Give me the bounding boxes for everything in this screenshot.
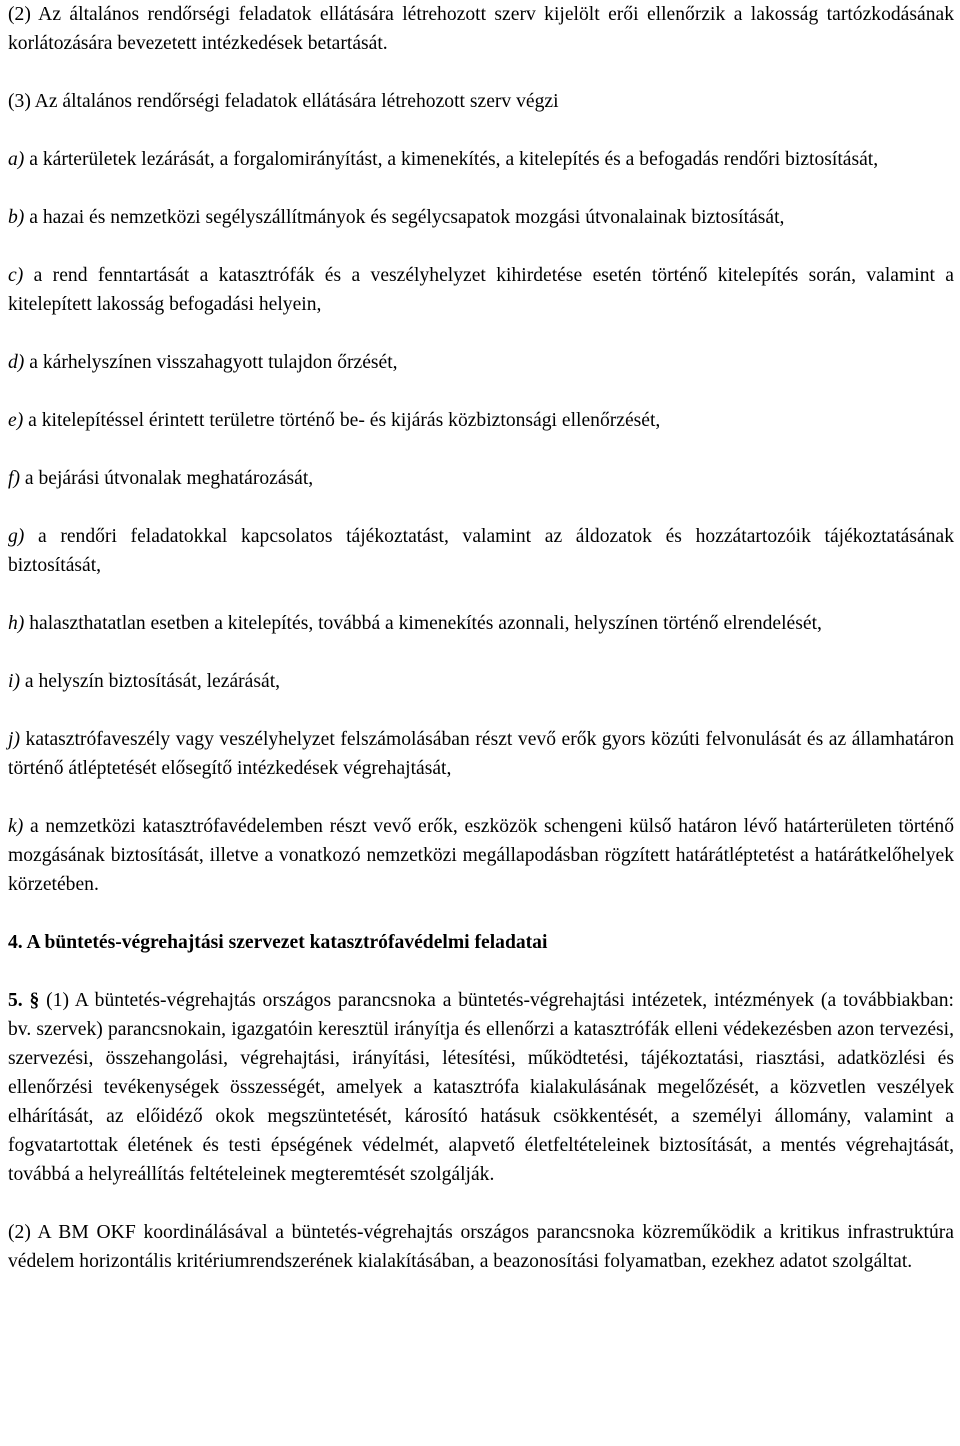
point-letter: h) xyxy=(8,613,25,634)
point-letter: k) xyxy=(8,816,24,837)
point-text: katasztrófaveszély vagy veszélyhelyzet felszámolásában részt vevő erők gyors közúti felvonulását és az államhatáron történő átléptetését elősegítő intézkedések végrehajtását, xyxy=(8,729,954,779)
section-5-paragraph-1-text: (1) A büntetés-végrehajtás országos parancsnoka a büntetés-végrehajtási intézetek, intézmények (a továbbiakban: bv. szervek) parancsnokain, igazgatóin keresztül irányítja és ellenőrzi a katasztrófák elleni védekezésben azon tervezési, szervezési, összehangolási, végrehajtási, irányítási, létesítési, működtetési, tájékoztatási, riasztási, adatközlési és ellenőrzési tevékenységek összességét, amelyek a katasztrófa kialakulásának megelőzését, a közvetlen veszélyek elhárítását, az előidéző okok megszüntetését, károsító hatásuk csökkentését, a személyi állomány, valamint a fogvatartottak életének és testi épségének védelmét, alapvető életfeltételeinek biztosítását, a mentés végrehajtását, továbbá a helyreállítás feltételeinek megteremtését szolgálják. xyxy=(8,990,954,1185)
point-c xyxy=(8,261,954,319)
point-text: a bejárási útvonalak meghatározását, xyxy=(24,468,314,489)
section-number: 5. § xyxy=(8,990,40,1011)
point-i xyxy=(8,667,954,696)
point-k xyxy=(8,812,954,899)
point-letter: a) xyxy=(8,149,25,170)
point-a xyxy=(8,145,954,174)
point-text: a nemzetközi katasztrófavédelemben részt vevő erők, eszközök schengeni külső határon lévő határterületen történő mozgásának biztosítását, illetve a vonatkozó nemzetközi megállapodásban rögzített határátléptetést a határátkelőhelyek körzetében. xyxy=(8,816,954,895)
point-letter: d) xyxy=(8,352,25,373)
point-letter: g) xyxy=(8,526,25,547)
paragraph-2: (2) Az általános rendőrségi feladatok ellátására létrehozott szerv kijelölt erői ellenőrzik a lakosság tartózkodásának korlátozására bevezetett intézkedések betartását. xyxy=(8,4,954,54)
paragraph-3-intro: (3) Az általános rendőrségi feladatok ellátására létrehozott szerv végzi xyxy=(8,91,559,112)
point-text: a helyszín biztosítását, lezárását, xyxy=(24,671,281,692)
point-letter: e) xyxy=(8,410,24,431)
point-text: halaszthatatlan esetben a kitelepítés, továbbá a kimenekítés azonnali, helyszínen történő elrendelését, xyxy=(29,613,822,634)
point-list xyxy=(8,145,954,899)
point-text: a kárterületek lezárását, a forgalomirányítást, a kimenekítés, a kitelepítés és a befogadás rendőri biztosítását, xyxy=(29,149,879,170)
point-letter: j) xyxy=(8,729,20,750)
section-5-paragraph-1 xyxy=(8,986,954,1189)
point-text: a rend fenntartását a katasztrófák és a veszélyhelyzet kihirdetése esetén történő kitelepítés során, valamint a kitelepített lakosság befogadási helyein, xyxy=(8,265,954,315)
point-b xyxy=(8,203,954,232)
point-letter: f) xyxy=(8,468,20,489)
point-h xyxy=(8,609,954,638)
point-letter: i) xyxy=(8,671,20,692)
point-letter: b) xyxy=(8,207,25,228)
point-text: a rendőri feladatokkal kapcsolatos tájékoztatást, valamint az áldozatok és hozzátartozóik tájékoztatásának biztosítását, xyxy=(8,526,954,576)
point-letter: c) xyxy=(8,265,24,286)
point-g xyxy=(8,522,954,580)
point-d xyxy=(8,348,954,377)
point-text: a hazai és nemzetközi segélyszállítmányok és segélycsapatok mozgási útvonalainak biztosítását, xyxy=(29,207,785,228)
point-f xyxy=(8,464,954,493)
point-e xyxy=(8,406,954,435)
point-text: a kárhelyszínen visszahagyott tulajdon őrzését, xyxy=(29,352,398,373)
point-text: a kitelepítéssel érintett területre történő be- és kijárás közbiztonsági ellenőrzését, xyxy=(28,410,661,431)
point-j xyxy=(8,725,954,783)
section-5-paragraph-2: (2) A BM OKF koordinálásával a büntetés-végrehajtás országos parancsnoka közreműködik a kritikus infrastruktúra védelem horizontális kritériumrendszerének kialakításában, a beazonosítási folyamatban, ezekhez adatot szolgáltat. xyxy=(8,1222,954,1272)
chapter-heading: 4. A büntetés-végrehajtási szervezet katasztrófavédelmi feladatai xyxy=(8,932,548,953)
